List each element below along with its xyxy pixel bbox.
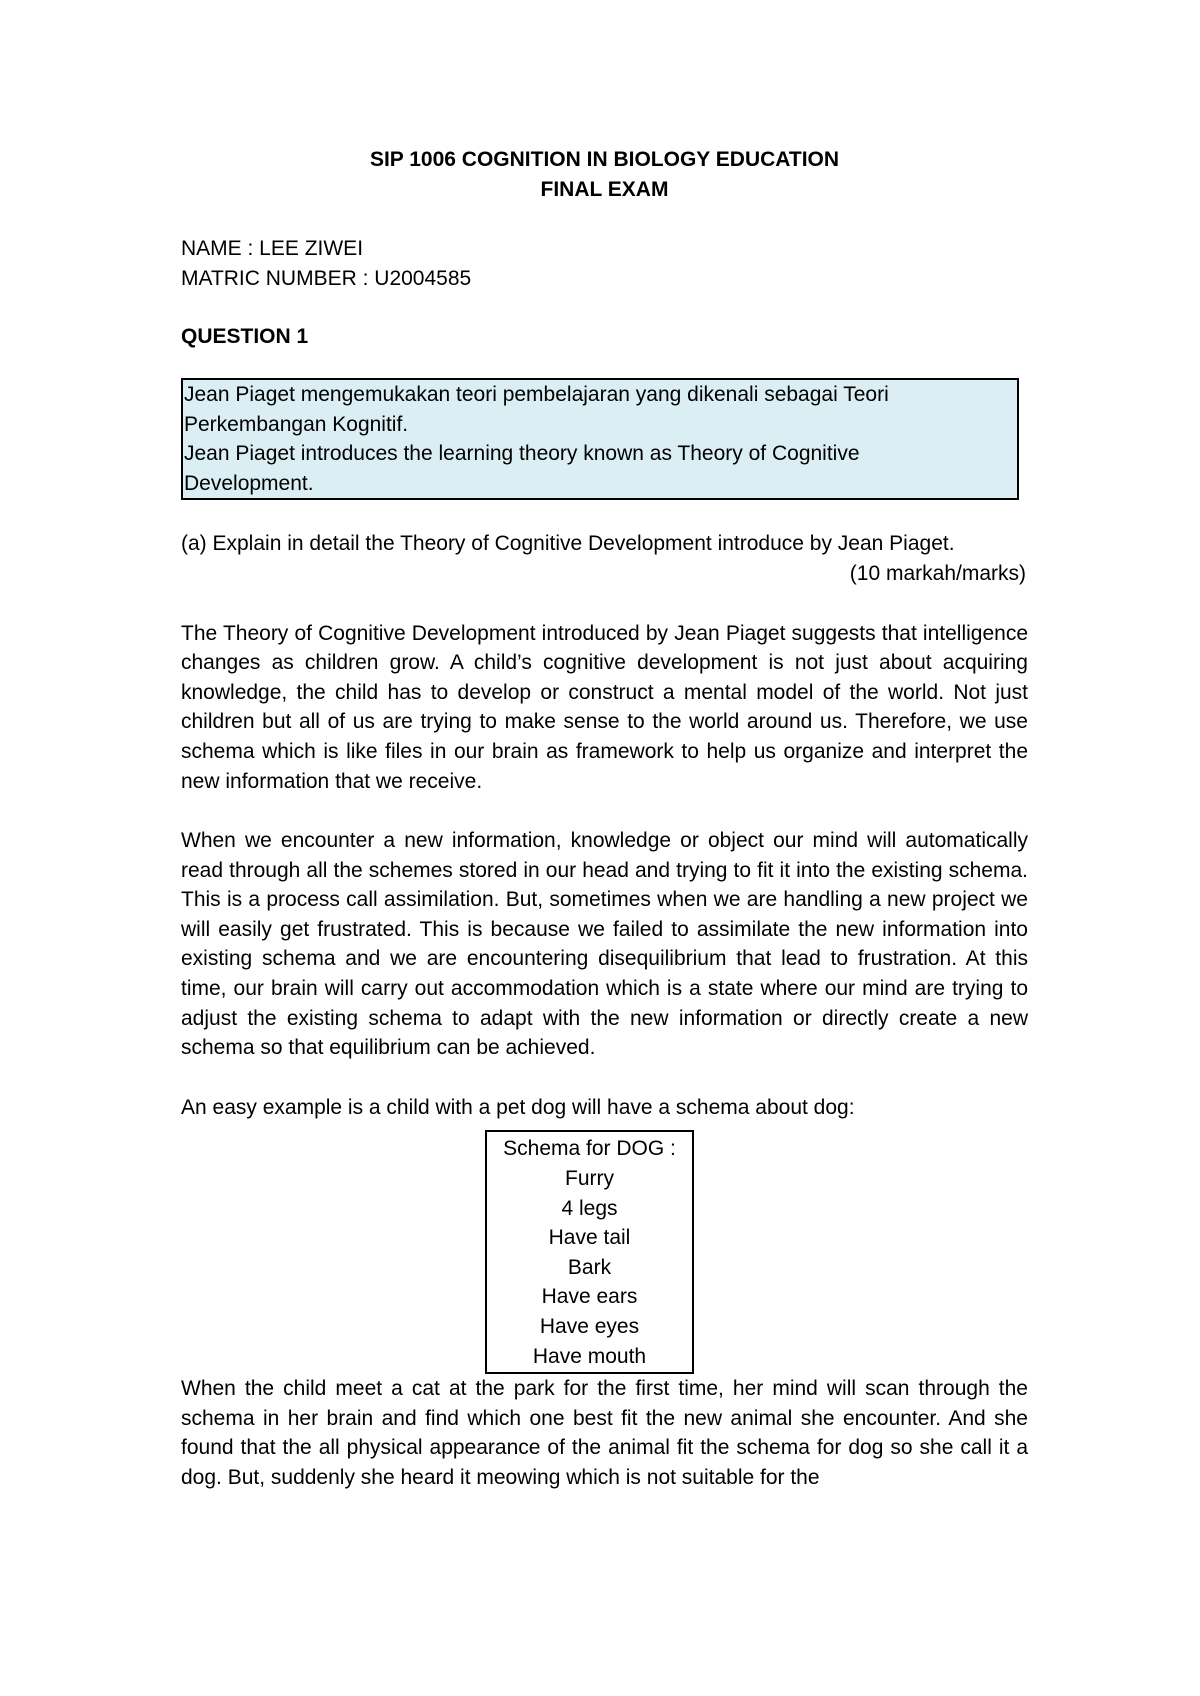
- answer-closing-paragraph: When the child meet a cat at the park for the first time, her mind will scan through the schema in her brain and find which one best fit the new animal she encounter. And she found that the all physical appearance of the animal fit the schema for dog so she call it a dog. But, suddenly she heard it meowing which is not suitable for the: [181, 1377, 1028, 1489]
- document-page: [181, 145, 1028, 1493]
- question-part-a: (a) Explain in detail the Theory of Cognitive Development introduce by Jean Piaget.: [181, 532, 955, 556]
- student-info: [181, 234, 1028, 293]
- schema-item: Have eyes: [539, 1315, 640, 1338]
- answer-paragraph-3: An easy example is a child with a pet dog will have a schema about dog:: [181, 1095, 855, 1119]
- schema-item: Have tail: [548, 1226, 631, 1250]
- answer-paragraph-1: The Theory of Cognitive Development introduced by Jean Piaget suggests that intelligence changes as children grow. A child’s cognitive development is not just about acquiring knowledge, the child has to develop or construct a mental model of the world. Not just children but all of us are trying to make sense to the world around us. Therefore, we use schema which is like files in our brain as framework to help us organize and interpret the new information that we receive.: [181, 621, 1028, 793]
- student-matric: MATRIC NUMBER : U2004585: [181, 266, 472, 290]
- document-title: [181, 145, 1028, 204]
- dog-schema-box: [485, 1130, 694, 1374]
- schema-item: 4 legs: [561, 1196, 618, 1220]
- question-label: QUESTION 1: [181, 325, 309, 349]
- question-prompt-box: [181, 378, 1019, 500]
- schema-item: Furry: [565, 1167, 614, 1191]
- question-marks: (10 markah/marks): [849, 561, 1026, 585]
- prompt-line: Perkembangan Kognitif.: [184, 412, 409, 436]
- answer-paragraph-2: When we encounter a new information, knowledge or object our mind will automatically read through all the schemes stored in our head and trying to fit it into the existing schema. This is a process call assimilation. But, sometimes when we are handling a new project we will easily get frustrated. This is because we failed to assimilate the new information into existing schema and we are encountering disequilibrium that lead to frustration. At this time, our brain will carry out accommodation which is a state where our mind are trying to adjust the existing schema to adapt with the new information or directly create a new schema so that equilibrium can be achieved.: [181, 829, 1028, 1060]
- schema-item: Have ears: [541, 1285, 638, 1309]
- prompt-line: Jean Piaget introduces the learning theory known as Theory of Cognitive: [184, 442, 860, 466]
- prompt-line: Development.: [184, 471, 314, 495]
- student-name: NAME : LEE ZIWEI: [181, 237, 364, 261]
- schema-title: Schema for DOG :: [503, 1137, 676, 1161]
- schema-item: Have mouth: [532, 1344, 647, 1368]
- course-title: SIP 1006 COGNITION IN BIOLOGY EDUCATION: [369, 148, 840, 171]
- exam-title: FINAL EXAM: [540, 177, 669, 201]
- schema-item: Bark: [567, 1255, 612, 1279]
- prompt-line: Jean Piaget mengemukakan teori pembelajaran yang dikenali sebagai Teori: [184, 382, 889, 406]
